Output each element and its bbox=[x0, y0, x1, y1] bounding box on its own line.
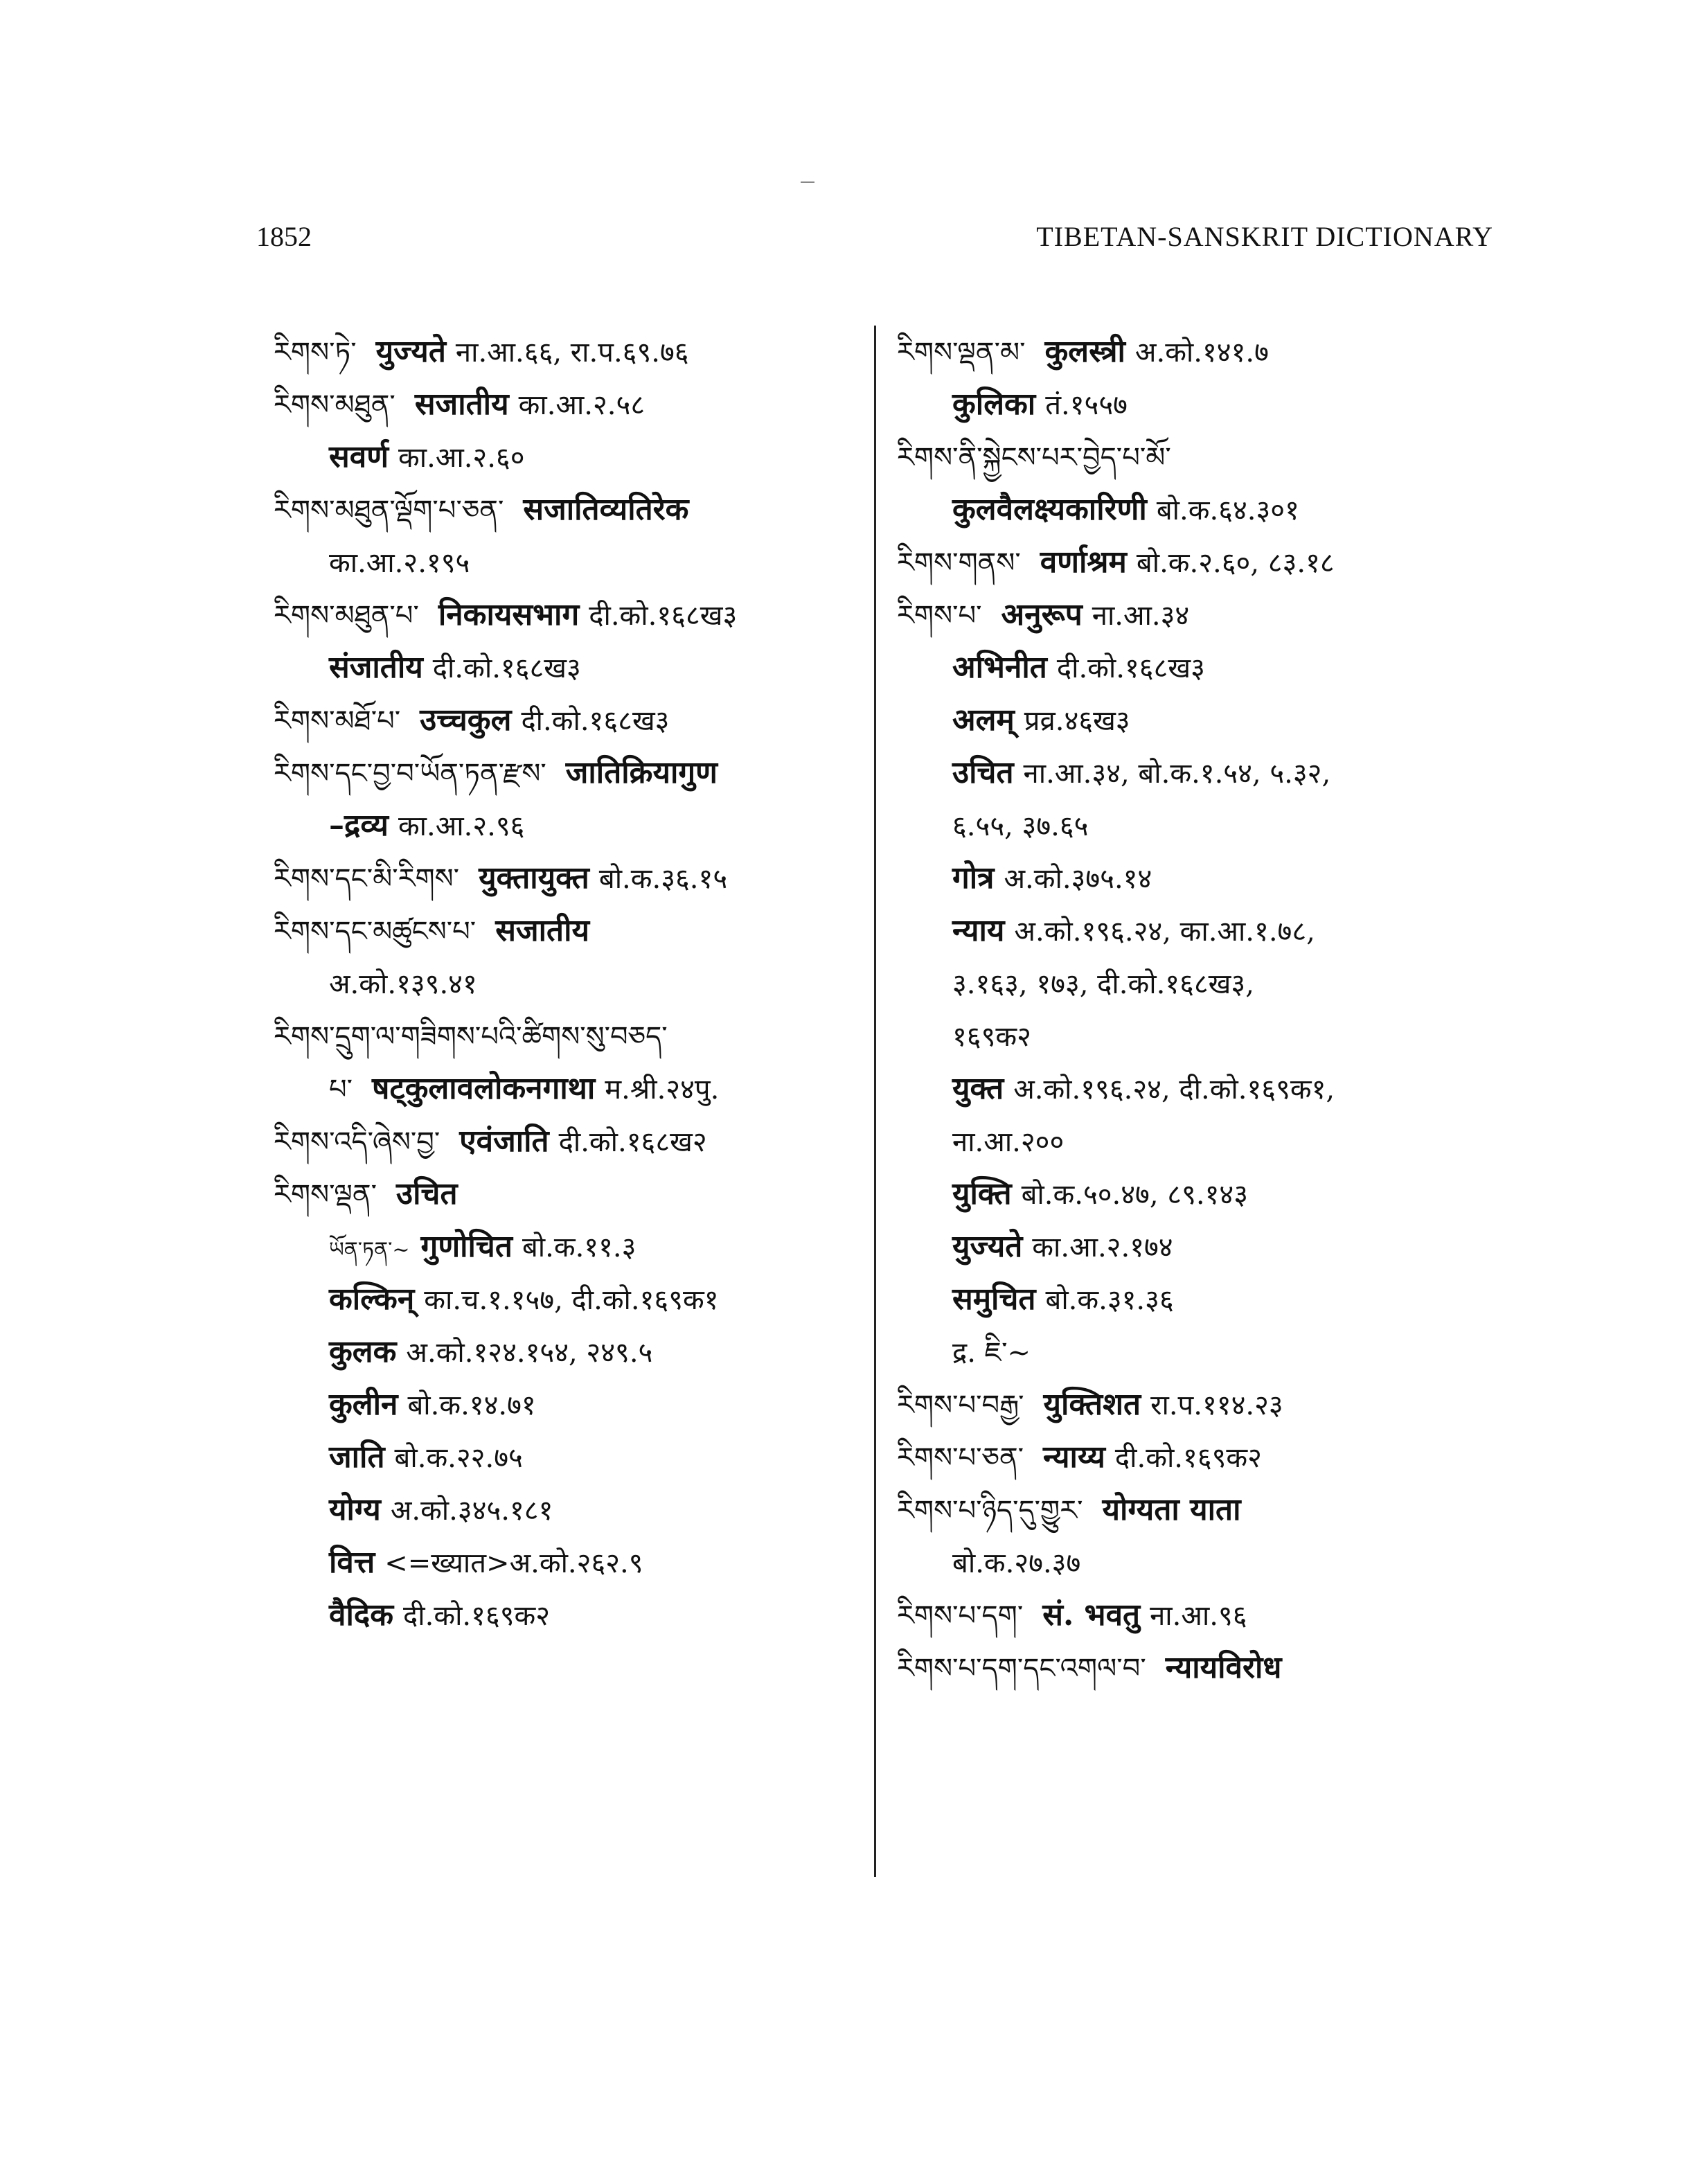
tibetan-headword: རིགས་མཐུན་པ་ bbox=[274, 600, 419, 632]
source-reference: १६९क२ bbox=[952, 1021, 1031, 1053]
source-reference: दी.को.१६८ख२ bbox=[558, 1126, 707, 1158]
source-reference: ना.आ.२०० bbox=[952, 1126, 1065, 1158]
source-reference: का.आ.२.६० bbox=[398, 442, 525, 474]
dictionary-line bbox=[274, 957, 862, 1010]
source-reference: अ.को.१३९.४१ bbox=[329, 968, 477, 1000]
dictionary-line bbox=[274, 1010, 862, 1063]
source-reference: का.आ.२.५८ bbox=[518, 389, 645, 421]
sanskrit-equivalent: युक्ति bbox=[952, 1176, 1012, 1211]
tibetan-headword: རིགས་གནས་ bbox=[897, 547, 1021, 579]
dictionary-line bbox=[897, 378, 1493, 431]
source-reference: अ.को.१९६.२४, दी.को.१६९क१, bbox=[1013, 1074, 1335, 1106]
sanskrit-equivalent: षट्कुलावलोकनगाथा bbox=[372, 1071, 596, 1106]
source-reference: बो.क.१४.७१ bbox=[407, 1390, 536, 1421]
tibetan-headword: རིགས་མཐུན་ bbox=[274, 389, 395, 421]
source-reference: का.आ.२.१९५ bbox=[329, 547, 470, 579]
source-reference: ३.१६३, १७३, दी.को.१६८ख३, bbox=[952, 968, 1254, 1000]
sanskrit-equivalent: निकायसभाग bbox=[438, 597, 580, 632]
source-reference: दी.को.१६८ख३ bbox=[432, 652, 581, 684]
source-reference: दी.को.१६९क२ bbox=[1114, 1442, 1262, 1474]
sanskrit-equivalent: कल्किन् bbox=[329, 1281, 415, 1317]
tibetan-headword: རིགས་དང་བྱ་བ་ཡོན་ཏན་རྫས་ bbox=[274, 758, 546, 790]
dictionary-line bbox=[897, 694, 1493, 747]
dictionary-line bbox=[274, 1115, 862, 1168]
dictionary-line bbox=[897, 536, 1493, 589]
sanskrit-equivalent: युज्यते bbox=[952, 1229, 1023, 1264]
source-reference: ना.आ.६६, रा.प.६९.७६ bbox=[455, 337, 689, 369]
dictionary-line bbox=[274, 536, 862, 589]
source-reference: तं.१५५७ bbox=[1045, 389, 1128, 421]
source-reference: बो.क.५०.४७, ८९.१४३ bbox=[1021, 1179, 1249, 1211]
tibetan-headword: རིགས་མཐུན་ལྡོག་པ་ཅན་ bbox=[274, 495, 504, 526]
source-reference: म.श्री.२४पु. bbox=[605, 1074, 720, 1106]
dictionary-line bbox=[897, 1115, 1493, 1168]
right-column bbox=[897, 326, 1493, 1694]
dictionary-line bbox=[897, 905, 1493, 957]
dictionary-line bbox=[274, 852, 862, 905]
dictionary-line bbox=[897, 1220, 1493, 1273]
dictionary-line bbox=[274, 1431, 862, 1484]
dictionary-line bbox=[897, 1431, 1493, 1484]
dictionary-line bbox=[274, 1589, 862, 1642]
sanskrit-equivalent: योग्यता याता bbox=[1102, 1492, 1241, 1527]
tibetan-headword: རིགས་པ་ཅན་ bbox=[897, 1442, 1024, 1474]
tibetan-headword: རིགས་འདི་ཞེས་བྱ་ bbox=[274, 1126, 440, 1158]
sanskrit-equivalent: न्याय bbox=[952, 913, 1005, 948]
dictionary-line bbox=[897, 1168, 1493, 1220]
dictionary-line bbox=[897, 957, 1493, 1010]
source-reference: बो.क.२२.७५ bbox=[394, 1442, 523, 1474]
sanskrit-equivalent: संजातीय bbox=[329, 650, 423, 685]
source-reference: अ.को.३७५.१४ bbox=[1004, 863, 1152, 895]
tibetan-headword: རིགས་པ་ཉིད་དུ་གྱུར་ bbox=[897, 1495, 1083, 1527]
dictionary-line bbox=[897, 1589, 1493, 1642]
tibetan-headword: རིགས་པ་བརྒྱ་ bbox=[897, 1390, 1024, 1421]
tibetan-headword: རིགས་ནི་སྐྱེངས་པར་བྱེད་པ་མོ་ bbox=[897, 442, 1171, 474]
source-reference: का.आ.२.१७४ bbox=[1032, 1232, 1173, 1263]
source-reference: रा.प.११४.२३ bbox=[1150, 1390, 1283, 1421]
sanskrit-equivalent: उचित bbox=[396, 1176, 458, 1211]
dictionary-line bbox=[274, 1273, 862, 1326]
source-reference: बो.क.२.६०, ८३.१८ bbox=[1136, 547, 1335, 579]
dictionary-line bbox=[897, 483, 1493, 536]
sanskrit-equivalent: सवर्ण bbox=[329, 439, 389, 474]
dictionary-line bbox=[274, 799, 862, 852]
sanskrit-equivalent: कुलस्त्री bbox=[1044, 334, 1125, 369]
dictionary-line bbox=[274, 1220, 862, 1273]
source-reference: दी.को.१६८ख३ bbox=[1056, 652, 1205, 684]
dictionary-line bbox=[274, 641, 862, 694]
dictionary-line bbox=[274, 378, 862, 431]
sanskrit-equivalent: युक्तिशत bbox=[1043, 1387, 1141, 1422]
source-reference: दी.को.१६९क२ bbox=[403, 1600, 551, 1632]
tibetan-headword: རིགས་པ་དག་དང་འགལ་བ་ bbox=[897, 1653, 1146, 1685]
dictionary-line bbox=[897, 1273, 1493, 1326]
source-reference: बो.क.३१.३६ bbox=[1045, 1284, 1174, 1316]
source-reference: प्रव्र.४६ख३ bbox=[1024, 705, 1130, 737]
dictionary-line bbox=[274, 747, 862, 799]
sanskrit-equivalent: वर्णाश्रम bbox=[1040, 544, 1127, 580]
sanskrit-equivalent: सजातीय bbox=[495, 913, 589, 948]
sanskrit-equivalent: वैदिक bbox=[329, 1597, 394, 1633]
sanskrit-equivalent: कुलक bbox=[329, 1334, 397, 1369]
source-reference: ६.५५, ३७.६५ bbox=[952, 810, 1089, 842]
dictionary-line bbox=[897, 1378, 1493, 1431]
source-reference: अ.को.३४५.१८१ bbox=[390, 1495, 553, 1527]
dictionary-line bbox=[897, 1642, 1493, 1694]
sanskrit-equivalent: योग्य bbox=[329, 1492, 381, 1527]
dictionary-line bbox=[897, 326, 1493, 378]
dictionary-line bbox=[897, 1063, 1493, 1115]
sanskrit-equivalent: गोत्र bbox=[952, 860, 995, 896]
dictionary-line bbox=[897, 747, 1493, 799]
sanskrit-equivalent: कुलीन bbox=[329, 1387, 398, 1422]
dictionary-line bbox=[274, 1326, 862, 1378]
source-reference: बो.क.६४.३०१ bbox=[1156, 495, 1299, 526]
source-reference: अ.को.१९६.२४, का.आ.१.७८, bbox=[1014, 916, 1315, 948]
dictionary-line bbox=[274, 1484, 862, 1536]
source-reference: बो.क.११.३ bbox=[522, 1232, 636, 1263]
source-reference: द्र. ཇི་~ bbox=[952, 1337, 1031, 1369]
dictionary-line bbox=[274, 905, 862, 957]
source-reference: <=ख्यात>अ.को.२६२.९ bbox=[384, 1547, 643, 1579]
dictionary-line bbox=[274, 431, 862, 483]
dictionary-line bbox=[897, 431, 1493, 483]
dictionary-line bbox=[897, 1484, 1493, 1536]
dictionary-line bbox=[897, 589, 1493, 641]
tibetan-compound: ཡོན་ཏན་~ bbox=[329, 1238, 410, 1262]
tibetan-headword: རིགས་དང་མཚུངས་པ་ bbox=[274, 916, 477, 948]
dictionary-line bbox=[897, 1326, 1493, 1378]
tibetan-headword: རིགས་པ་དག་ bbox=[897, 1600, 1024, 1632]
column-divider bbox=[874, 326, 876, 1877]
dictionary-line bbox=[274, 1168, 862, 1220]
dictionary-line bbox=[274, 694, 862, 747]
source-reference: का.च.१.१५७, दी.को.१६९क१ bbox=[424, 1284, 719, 1316]
sanskrit-equivalent: उचित bbox=[952, 755, 1014, 790]
sanskrit-equivalent: सजातिव्यतिरेक bbox=[523, 492, 689, 527]
tibetan-headword: རིགས་དང་མི་རིགས་ bbox=[274, 863, 460, 895]
tibetan-headword: རིགས་ལྡན་ bbox=[274, 1179, 377, 1211]
dictionary-line bbox=[897, 1010, 1493, 1063]
source-reference: अ.को.१२४.१५४, २४९.५ bbox=[406, 1337, 653, 1369]
sanskrit-equivalent: सजातीय bbox=[414, 387, 509, 422]
tibetan-headword: རིགས་དྲུག་ལ་གཟིགས་པའི་ཚིགས་སུ་བཅད་ bbox=[274, 1021, 668, 1053]
tibetan-headword: པ་ bbox=[329, 1074, 353, 1106]
sanskrit-equivalent: अलम् bbox=[952, 702, 1015, 738]
sanskrit-equivalent: अभिनीत bbox=[952, 650, 1047, 685]
sanskrit-equivalent: अनुरूप bbox=[1001, 597, 1083, 632]
sanskrit-equivalent: जाति bbox=[329, 1439, 385, 1475]
sanskrit-equivalent: कुलिका bbox=[952, 387, 1036, 422]
dictionary-line bbox=[897, 852, 1493, 905]
sanskrit-equivalent: न्याय्य bbox=[1043, 1439, 1105, 1475]
tibetan-headword: རིགས་ཏེ་ bbox=[274, 337, 357, 369]
dictionary-line bbox=[274, 326, 862, 378]
sanskrit-equivalent: सं. भवतु bbox=[1042, 1597, 1141, 1633]
source-reference: ना.आ.३४, बो.क.१.५४, ५.३२, bbox=[1023, 758, 1331, 790]
tibetan-headword: རིགས་པ་ bbox=[897, 600, 982, 632]
dictionary-line bbox=[274, 1063, 862, 1115]
source-reference: ना.आ.३४ bbox=[1092, 600, 1190, 632]
running-title: TIBETAN-SANSKRIT DICTIONARY bbox=[1036, 221, 1493, 252]
sanskrit-equivalent: वित्त bbox=[329, 1545, 375, 1580]
sanskrit-equivalent: गुणोचित bbox=[420, 1229, 513, 1264]
sanskrit-equivalent: जातिक्रियागुण bbox=[565, 755, 718, 790]
page-number: 1852 bbox=[256, 221, 312, 252]
source-reference: अ.को.१४१.७ bbox=[1134, 337, 1269, 369]
sanskrit-equivalent: उच्चकुल bbox=[420, 702, 512, 738]
dictionary-line bbox=[897, 799, 1493, 852]
dictionary-line bbox=[897, 1536, 1493, 1589]
source-reference: बो.क.३६.१५ bbox=[598, 863, 728, 895]
dictionary-line bbox=[274, 589, 862, 641]
dictionary-line bbox=[274, 1378, 862, 1431]
source-reference: ना.आ.९६ bbox=[1150, 1600, 1247, 1632]
source-reference: दी.को.१६८ख३ bbox=[521, 705, 670, 737]
sanskrit-equivalent: समुचित bbox=[952, 1281, 1036, 1317]
source-reference: दी.को.१६८ख३ bbox=[589, 600, 738, 632]
sanskrit-equivalent: युक्त bbox=[952, 1071, 1004, 1106]
tibetan-headword: རིགས་ལྡན་མ་ bbox=[897, 337, 1026, 369]
sanskrit-equivalent: न्यायविरोध bbox=[1165, 1650, 1282, 1685]
dictionary-line bbox=[897, 641, 1493, 694]
sanskrit-equivalent: एवंजाति bbox=[459, 1124, 549, 1159]
left-column bbox=[274, 326, 862, 1642]
sanskrit-equivalent: –द्रव्य bbox=[329, 808, 389, 843]
source-reference: बो.क.२७.३७ bbox=[952, 1547, 1081, 1579]
sanskrit-equivalent: युज्यते bbox=[375, 334, 446, 369]
source-reference: का.आ.२.९६ bbox=[398, 810, 525, 842]
scan-mark bbox=[801, 181, 814, 183]
tibetan-headword: རིགས་མཐོ་པ་ bbox=[274, 705, 401, 737]
dictionary-line bbox=[274, 483, 862, 536]
sanskrit-equivalent: कुलवैलक्ष्यकारिणी bbox=[952, 492, 1147, 527]
dictionary-line bbox=[274, 1536, 862, 1589]
sanskrit-equivalent: युक्तायुक्त bbox=[479, 860, 589, 896]
